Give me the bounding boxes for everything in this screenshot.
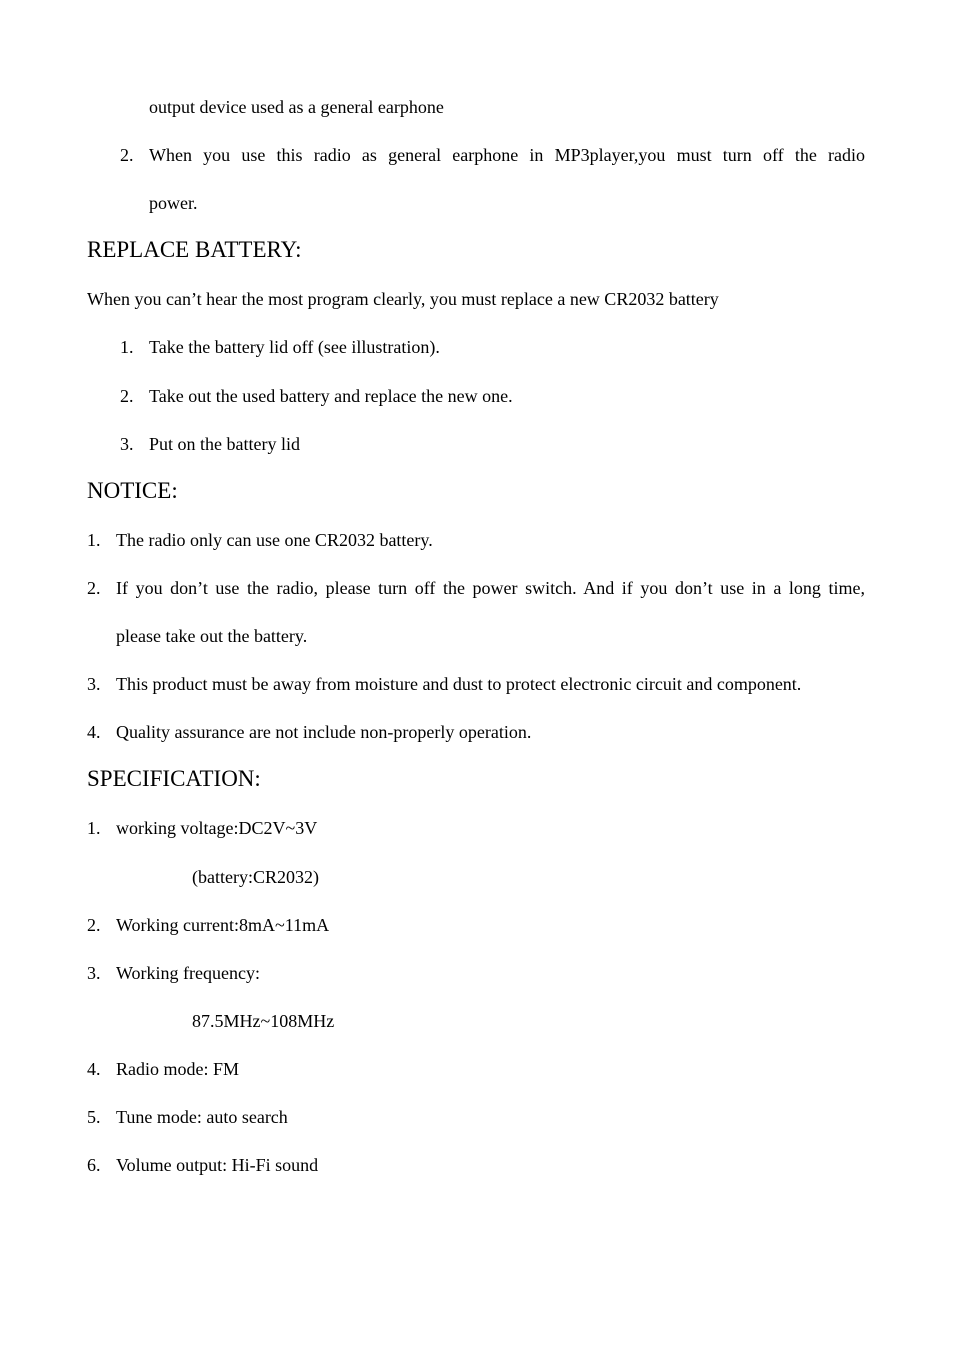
replace-step-1-text: Take the battery lid off (see illustration). [149, 337, 440, 357]
intro-item2-number: 2. [120, 145, 134, 165]
notice-item-3-number: 3. [87, 674, 101, 694]
notice-item-2-number: 2. [87, 578, 101, 598]
notice-item-2-text: If you don’t use the radio, please turn off the power switch. And if you don’t use in a long time, [116, 578, 865, 598]
spec-item-4-number: 4. [87, 1059, 101, 1079]
replace-step-2-number: 2. [120, 386, 134, 406]
replace-step-1-number: 1. [120, 337, 134, 357]
spec-item-4-text: Radio mode: FM [116, 1059, 240, 1079]
spec-item-3-text: Working frequency: [116, 963, 260, 983]
spec-item-5-number: 5. [87, 1107, 101, 1127]
spec-item-1-number: 1. [87, 818, 101, 838]
spec-item-2-text: Working current:8mA~11mA [116, 915, 330, 935]
spec-item-3-number: 3. [87, 963, 101, 983]
spec-item-6-text: Volume output: Hi-Fi sound [116, 1155, 319, 1175]
notice-item-2-text-continued: please take out the battery. [116, 626, 308, 646]
replace-battery-description: When you can’t hear the most program clearly, you must replace a new CR2032 battery [87, 289, 719, 309]
notice-item-4-text: Quality assurance are not include non-properly operation. [116, 722, 532, 742]
spec-item-2-number: 2. [87, 915, 101, 935]
spec-item-6-number: 6. [87, 1155, 101, 1175]
replace-battery-heading: REPLACE BATTERY: [87, 237, 302, 262]
spec-item-5-text: Tune mode: auto search [116, 1107, 288, 1127]
specification-heading: SPECIFICATION: [87, 766, 261, 791]
spec-item-3-sub: 87.5MHz~108MHz [192, 1011, 335, 1031]
notice-item-1-text: The radio only can use one CR2032 battery. [116, 530, 433, 550]
spec-item-1-text: working voltage:DC2V~3V [116, 818, 318, 838]
notice-heading: NOTICE: [87, 478, 178, 503]
notice-item-1-number: 1. [87, 530, 101, 550]
spec-item-1-sub: (battery:CR2032) [192, 867, 319, 887]
intro-item2-line2: power. [149, 193, 198, 213]
intro-item2-line1: When you use this radio as general earphone in MP3player,you must turn off the radio [149, 145, 865, 165]
notice-item-3-text: This product must be away from moisture and dust to protect electronic circuit and component. [116, 674, 802, 694]
replace-step-3-text: Put on the battery lid [149, 434, 300, 454]
notice-item-4-number: 4. [87, 722, 101, 742]
replace-step-3-number: 3. [120, 434, 134, 454]
intro-continuation: output device used as a general earphone [149, 97, 444, 117]
replace-step-2-text: Take out the used battery and replace the new one. [149, 386, 513, 406]
